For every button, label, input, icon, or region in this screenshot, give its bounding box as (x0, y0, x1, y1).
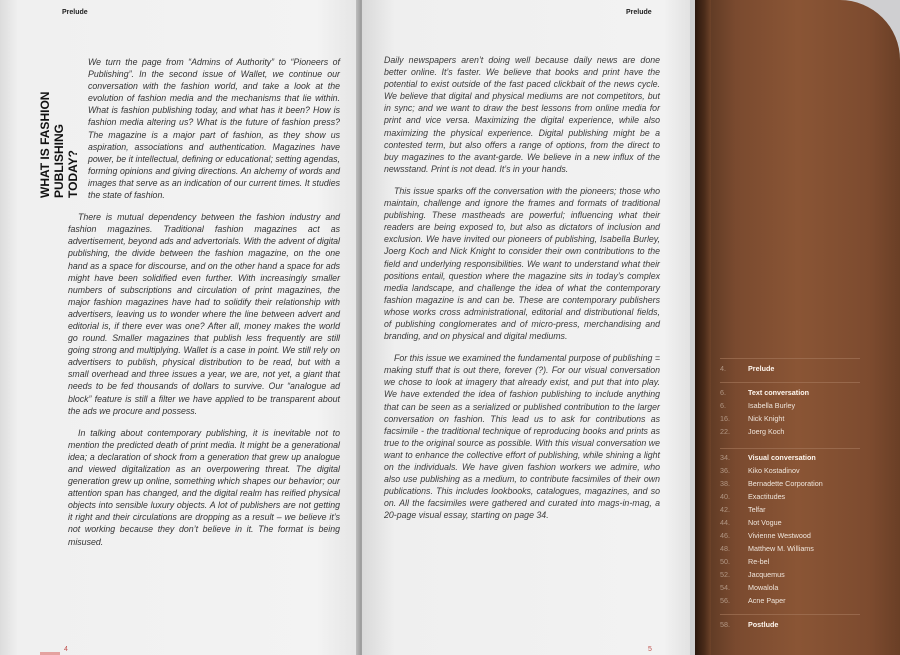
toc-rule (720, 614, 860, 615)
left-paragraph-1: We turn the page from “Admins of Authority” to “Pioneers of Publishing”. In the second issue of Wallet, we continue our conversation with the fashion world, and take a look at the evolution of fashion media and the mechanisms that lie within. What is fashion publishing today, and what has it been? How is fashion media altering us? What is the future of fashion press? The magazine is a major part of fashion, as they show us aspiration, associations and authentication. Magazines have power, be it intellectual, defining or educational; setting agendas, forming opinions and giving directions. An alchemy of words and images that serve as an indication of our current times. It studies the state of fashion. (88, 57, 340, 201)
toc-label: Joerg Koch (748, 427, 785, 436)
toc-number: 54. (720, 583, 730, 592)
toc-number: 58. (720, 620, 730, 629)
toc-number: 4. (720, 364, 726, 373)
toc-label: Jacquemus (748, 570, 785, 579)
toc-label: Isabella Burley (748, 401, 796, 410)
title-line-2: PUBLISHING (52, 123, 66, 198)
right-paragraph-1: Daily newspapers aren’t doing well because daily news are done better online. It’s faster. We believe that books and print have the potential to exist outside of the fast paced clickbait of the news cycle. We believe that digital and physical mediums are not competitors, but in sync; and we want to draw the best lessons from online media for print and vice versa. Maximizing the digital experience, while also maximizing the physical experience. Digital publishing might be a contested term, but also offers a range of options, from the direct to buy magazines to the avant-garde. We believe in a new influx of the newsstand. Print is not dead. It’s in your hands. (384, 55, 660, 174)
toc-number: 56. (720, 596, 730, 605)
running-head-right: Prelude (626, 9, 652, 16)
toc-label: Exactitudes (748, 492, 786, 501)
right-body-text (384, 54, 660, 531)
left-paragraph-3: In talking about contemporary publishing, it is inevitable not to mention the predicted death of print media. It might be a generational idea; a declaration of shock from a generation that grew up analogue and viewed digitalization as an overpowering threat. The digital generation grew up online, something which shapes our behavior; our attention span has changed, and the digital realm has reified physical objects into sensible luxury objects. A lot of publishers are not getting it right and their circulations are dropping as a result – we believe it’s not working because they don’t believe in it. The format is being misused. (68, 427, 340, 547)
toc-label: Telfar (748, 505, 766, 514)
right-paragraph-2: This issue sparks off the conversation with the pioneers; those who maintain, challenge and ignore the frames and formats of traditional publishing. These mastheads are powerful; influencing what their readers are being exposed to, but also as dictators of inclusion and exclusion. We have invited our pioneers of publishing, Isabella Burley, Joerg Koch and Nick Knight to consider their own contributions to the field and underlying responsibilities. We want to understand what their positions entail, question where the magazine sits in today’s complex media landscape, and challenge the idea of what the contemporary fashion magazine is and can be. These are contemporary publishers whose works cross administrational, editorial and distributional fields, of publishing conglomerates and of micro-press, merchandising and branding, and on physical and digital mediums. (384, 185, 660, 342)
toc-number: 22. (720, 427, 730, 436)
toc-number: 50. (720, 557, 730, 566)
toc-label: Kiko Kostadinov (748, 466, 800, 475)
right-paragraph-3: For this issue we examined the fundamental purpose of publishing = making stuff that is out there, forever (?). For our visual conversation we chose to look at imagery that already exist, and put that into play. We have extended the idea of fashion publishing to include anything that can be seen as a serialized or published contribution to the larger conversation on fashion. This lead us to ask for contributions as facsimile - the traditional technique of reproducing books and prints as true to the original source as possible. With this visual conversation we want to enhance the collective effort of publishing, while shining a light on the individuals. We have given fashion workers we admire, who also use publishing as a medium, to contribute facsimiles of their own publications. This includes lookbooks, catalogues, magazines, and so on. All the facsimiles were gathered and curated into mags-in-mag, a 20-page visual essay, starting on page 34. (384, 353, 660, 521)
toc-label: Vivienne Westwood (748, 531, 811, 540)
page-number-left: 4 (64, 646, 68, 653)
toc-label: Not Vogue (748, 518, 782, 527)
left-page (0, 0, 360, 655)
toc-label: Re-bel (748, 557, 770, 566)
toc-number: 48. (720, 544, 730, 553)
left-body-text (68, 56, 340, 558)
toc-label: Matthew M. Williams (748, 544, 814, 553)
toc-label: Prelude (748, 364, 775, 373)
toc-number: 16. (720, 414, 730, 423)
toc-label: Acne Paper (748, 596, 786, 605)
toc-label: Nick Knight (748, 414, 785, 423)
page-number-right: 5 (648, 646, 652, 653)
title-line-3: TODAY? (66, 149, 80, 198)
toc-label: Postlude (748, 620, 779, 629)
toc-rule (720, 448, 860, 449)
book-spine-edge (695, 0, 711, 655)
right-page (362, 0, 690, 655)
running-head-left: Prelude (62, 9, 88, 16)
toc-number: 6. (720, 388, 726, 397)
toc-label: Mowalola (748, 583, 779, 592)
toc-rule (720, 382, 860, 383)
left-paragraph-2: There is mutual dependency between the fashion industry and fashion magazines. Traditional fashion magazines act as advertisement, beyond ads and advertorials. With the advent of digital publishing, the divide between the fashion magazine, on the one hand as a space for discourse, and on the other hand a space for ads might have been solidified even further. With increasingly smaller numbers of subscriptions and circulation of print magazines, the major fashion magazines have had to solidify their relationship with advertisers, leaving us to wonder where the line between advert and editorial is, if there ever was one? After all, money makes the world go round. Smaller magazines that publish less frequently are still going strong and multiplying. Wallet is a case in point. We still rely on advertisers to publish, physical distribution to be read, but with a small overhead and three issues a year, we are, not yet, a giant that needs to be fed thousands of dollars to survive. Our “analogue ad block” feature is still a filter we have applied to be transparent about the ads we procure and possess. (68, 212, 340, 416)
toc-label: Visual conversation (748, 453, 816, 462)
toc-label: Bernadette Corporation (748, 479, 823, 488)
toc-number: 52. (720, 570, 730, 579)
toc-number: 34. (720, 453, 730, 462)
toc-number: 42. (720, 505, 730, 514)
toc-number: 40. (720, 492, 730, 501)
toc-rule (720, 358, 860, 359)
toc-number: 44. (720, 518, 730, 527)
toc-number: 38. (720, 479, 730, 488)
title-line-1: WHAT IS FASHION (38, 91, 52, 198)
toc-number: 36. (720, 466, 730, 475)
toc-number: 6. (720, 401, 726, 410)
toc-label: Text conversation (748, 388, 809, 397)
toc-number: 46. (720, 531, 730, 540)
